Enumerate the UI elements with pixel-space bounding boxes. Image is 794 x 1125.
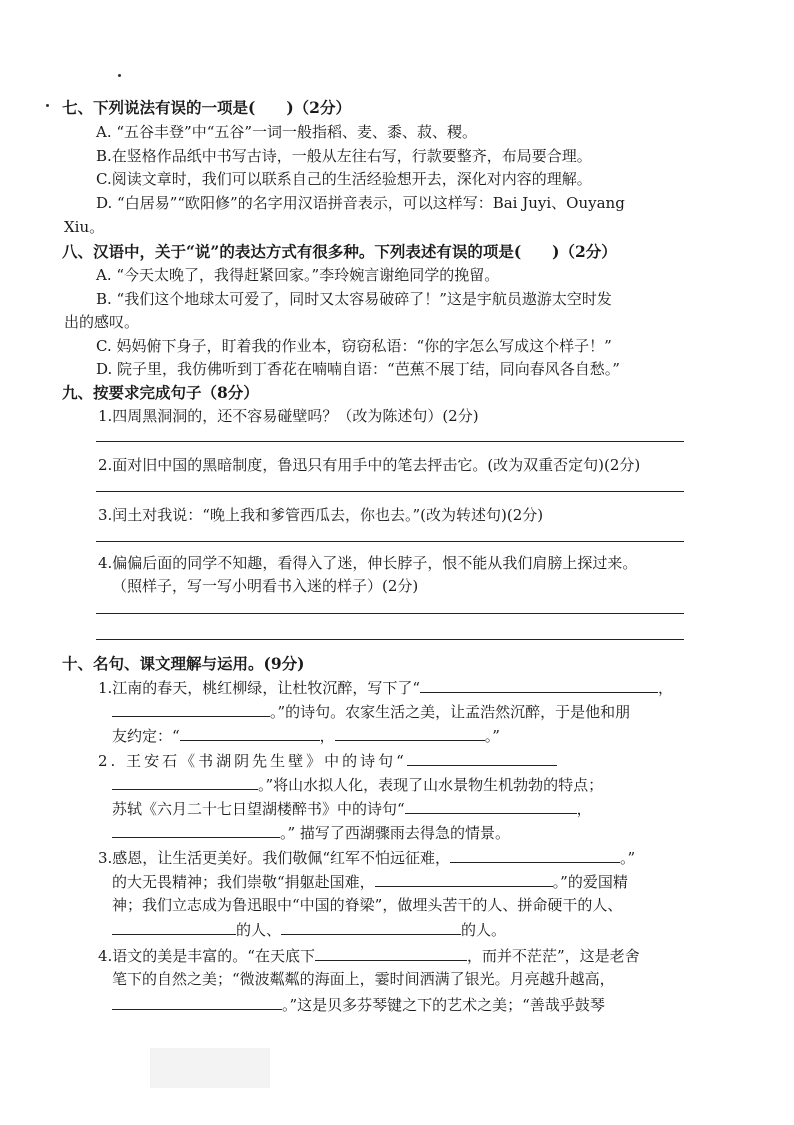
answer-line — [96, 491, 684, 492]
blank — [112, 821, 280, 838]
section-9-title: 九、按要求完成句子（8分） — [62, 383, 259, 402]
section-9-item-2: 2.面对旧中国的黑暗制度，鲁迅只有用手中的笔去抨击它。(改为双重否定句)(2分) — [98, 456, 641, 474]
blank — [375, 870, 553, 887]
section-10-item-1-line-1: 1.江南的春天，桃红柳绿，让杜牧沉醉，写下了“ ， — [98, 676, 673, 700]
section-7-option-a: A. “五谷丰登”中“五谷”一词一般指稻、麦、黍、菽、稷。 — [96, 123, 478, 141]
scan-shadow — [150, 1048, 270, 1088]
section-10-item-2-line-3: 苏轼《六月二十七日望湖楼醉书》中的诗句“ ， — [112, 797, 592, 821]
scan-speck — [46, 104, 49, 107]
answer-line — [96, 639, 684, 640]
section-7-title: 七、下列说法有误的一项是( )（2分） — [62, 98, 351, 117]
section-9-item-3: 3.闰土对我说：“晚上我和爹管西瓜去，你也去。”(改为转述句)(2分) — [98, 506, 544, 524]
blank — [405, 797, 577, 814]
answer-line — [96, 441, 684, 442]
section-10-title: 十、名句、课文理解与运用。(9分) — [62, 654, 305, 673]
section-8-option-b-cont: 出的感叹。 — [64, 313, 140, 331]
section-10-item-1-line-2: 。”的诗句。农家生活之美，让孟浩然沉醉，于是他和朋 — [112, 700, 630, 724]
blank — [180, 724, 320, 741]
section-10-item-3-line-4: 的人、 的人。 — [112, 918, 506, 942]
blank — [112, 700, 270, 717]
section-10-item-3-line-1: 3.感恩，让生活更美好。我们敬佩“红军不怕远征难， 。” — [98, 846, 635, 870]
blank — [335, 724, 485, 741]
blank — [112, 993, 282, 1010]
section-7-option-c: C.阅读文章时，我们可以联系自己的生活经验想开去，深化对内容的理解。 — [96, 170, 592, 188]
blank — [420, 676, 658, 693]
section-9-item-1: 1.四周黑洞洞的，还不容易碰壁吗？（改为陈述句）(2分) — [98, 407, 479, 425]
section-10-item-3-line-2: 的大无畏精神；我们崇敬“捐躯赴国难， 。”的爱国精 — [112, 870, 628, 894]
section-8-option-b: B. “我们这个地球太可爱了，同时又太容易破碎了！”这是宇航员遨游太空时发 — [96, 290, 612, 308]
section-7-option-d-cont: Xiu。 — [64, 218, 105, 236]
section-10-item-2-line-4: 。” 描写了西湖骤雨去得急的情景。 — [112, 821, 510, 845]
section-10-item-3-line-3: 神；我们立志成为鲁迅眼中“中国的脊梁”，做埋头苦干的人、拼命硬干的人、 — [112, 896, 623, 914]
blank — [112, 918, 236, 935]
section-8-title: 八、汉语中，关于“说”的表达方式有很多种。下列表述有误的项是( )（2分） — [62, 242, 617, 261]
answer-line — [96, 613, 684, 614]
section-10-item-2-line-2: 。”将山水拟人化，表现了山水景物生机勃勃的特点； — [112, 773, 603, 797]
section-10-item-1-line-3: 友约定：“ ， 。” — [112, 724, 500, 748]
section-10-item-4-line-3: 。”这是贝多芬琴键之下的艺术之美；“善哉乎鼓琴 — [112, 993, 605, 1017]
section-9-item-4-instruction: （照样子，写一写小明看书入迷的样子）(2分) — [112, 577, 419, 595]
section-7-option-d: D. “白居易”“欧阳修”的名字用汉语拼音表示，可以这样写：Bai Juyi、Ouyang — [96, 194, 625, 212]
blank — [315, 944, 467, 961]
blank — [407, 749, 557, 766]
blank — [112, 773, 258, 790]
blank — [281, 918, 461, 935]
section-10-item-4-line-1: 4.语文的美是丰富的。“在天底下 ，而并不茫茫”，这是老舍 — [98, 944, 640, 968]
section-7-option-b: B.在竖格作品纸中书写古诗，一般从左往右写，行款要整齐，布局要合理。 — [96, 147, 592, 165]
section-8-option-d: D. 院子里，我仿佛听到丁香花在喃喃自语：“芭蕉不展丁结，同向春风各自愁。” — [96, 360, 620, 378]
blank — [450, 846, 620, 863]
scan-speck — [118, 74, 121, 77]
section-9-item-4: 4.偏偏后面的同学不知趣，看得入了迷，伸长脖子，恨不能从我们肩膀上探过来。 — [98, 554, 638, 572]
section-8-option-a: A. “今天太晚了，我得赶紧回家。”李玲婉言谢绝同学的挽留。 — [96, 266, 500, 284]
answer-line — [96, 541, 684, 542]
section-10-item-4-line-2: 笔下的自然之美；“微波粼粼的海面上，霎时间洒满了银光。月亮越升越高， — [112, 970, 615, 988]
section-8-option-c: C. 妈妈俯下身子，盯着我的作业本，窃窃私语：“你的字怎么写成这个样子！” — [96, 337, 612, 355]
section-10-item-2-line-1: 2. 王安石《书湖阴先生壁》中的诗句“ — [98, 749, 557, 773]
